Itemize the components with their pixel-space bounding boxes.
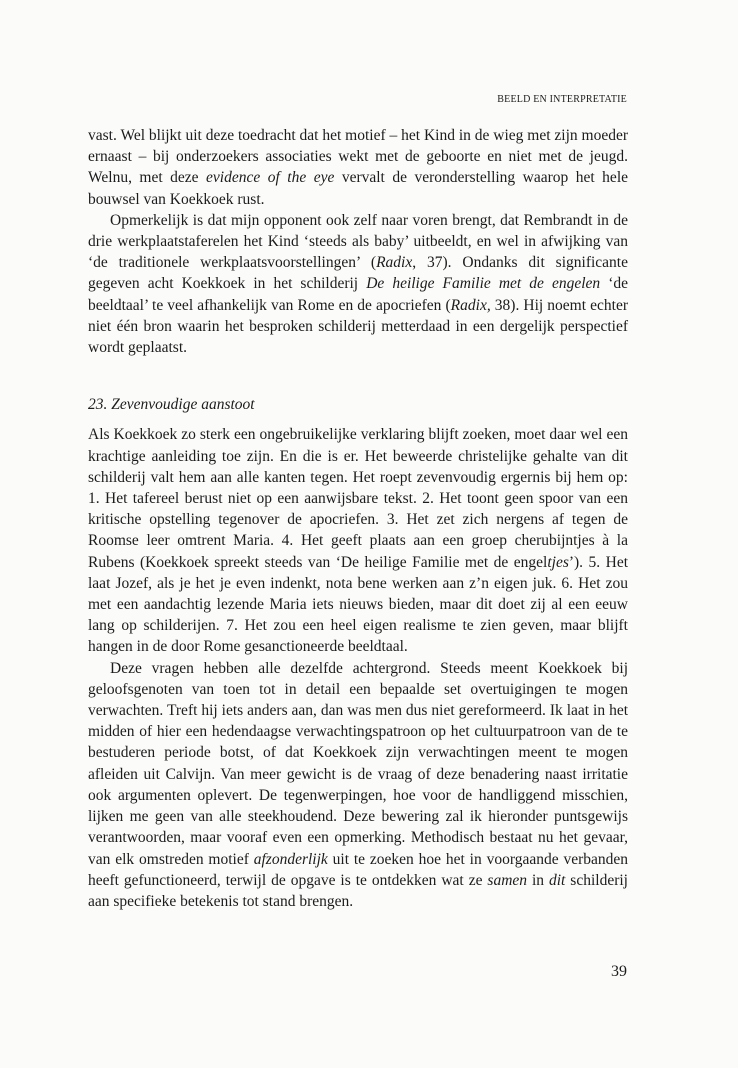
text-run: ‘de beeldtaal’ te veel afhankelijk van Rome en de apocriefen ( [88, 275, 629, 314]
text-run: 38). Hij noemt echter niet één bron waarin het besproken schilderij metterdaad in een dergelijk perspectief wordt geplaatst. [88, 296, 628, 357]
italic-text: tjes [547, 553, 569, 571]
italic-text: Radix, [450, 296, 491, 314]
text-run: uit te zoeken hoe het in voorgaande verbanden heeft gefunctioneerd, terwijl de opgave is te ontdekken wat ze [88, 850, 628, 889]
text-run: Opmerkelijk is dat mijn opponent ook zelf naar voren brengt, dat Rembrandt in de drie werkplaatstaferelen het Kind ‘steeds als baby’ uitbeeldt, en wel in afwijking van ‘de traditionele werkplaatsvoorstellingen’ ( [88, 211, 628, 272]
paragraph [88, 210, 628, 358]
paragraphs-bottom [88, 424, 628, 912]
text-run: Deze vragen hebben alle dezelfde achtergrond. Steeds meent Koekkoek bij geloofsgenoten van toen tot in detail een bepaalde set overtuigingen te mogen verwachten. Treft hij iets anders aan, dan was men dus niet gereformeerd. Ik laat in het midden of hier een hedendaagse verwachtingspatroon op het cultuurpatroon van de te bestuderen periode botst, of dat Koekkoek zijn verwachtingen meent te mogen afleiden uit Calvijn. Van meer gewicht is de vraag of deze benadering naast irritatie ook argumenten oplevert. De tegenwerpingen, hoe voor de handliggend misschien, lijken me geen van alle steekhoudend. Deze bewering zal ik hieronder puntsgewijs verantwoorden, maar vooraf even een opmerking. Methodisch bestaat nu het gevaar, van elk omstreden motief [88, 659, 628, 868]
italic-text: Radix [376, 254, 413, 272]
paragraph [88, 424, 628, 657]
text-run: vervalt de veronderstelling waarop het hele bouwsel van Koekkoek rust. [88, 169, 628, 208]
paragraph [88, 658, 628, 912]
text-run: Als Koekkoek zo sterk een ongebruikelijke verklaring blijft zoeken, moet daar wel een krachtige aanleiding toe zijn. En die is er. Het beweerde christelijke gehalte van dit schilderij valt hem aan alle kanten tegen. Het roept zevenvoudig ergernis bij hem op: 1. Het tafereel berust niet op een aanwijsbare tekst. 2. Het toont geen spoor van een kritische opstelling tegenover de apocriefen. 3. Het zet zich nergens af tegen de Roomse leer omtrent Maria. 4. Het geeft plaats aan een groep cherubijntjes à la Rubens (Koekkoek spreekt steeds van ‘De heilige Familie met de engel [88, 426, 628, 571]
text-run: vast. Wel blijkt uit deze toedracht dat het motief – het Kind in de wieg met zijn moeder ernaast – bij onderzoekers associaties wekt met de geboorte en niet met de jeugd. Welnu, met deze [88, 127, 628, 187]
text-run: , 37). Ondanks dit significante gegeven acht Koekkoek in het schilderij [88, 254, 628, 293]
italic-text: afzonderlijk [253, 850, 328, 868]
italic-text: samen [487, 871, 528, 889]
italic-text: dit [548, 871, 566, 889]
running-head: BEELD EN INTERPRETATIE [497, 94, 627, 105]
page-number: 39 [611, 963, 627, 980]
text-run: ’). 5. Het laat Jozef, als je het je even indenkt, nota bene werken aan z’n eigen juk. 6. Het zou met een aandachtig lezende Maria iets nieuws bieden, maar dit doet zij al een eeuw lang op schilderijen. 7. Het zou een heel eigen realisme te zien geven, maar blijft hangen in de door Rome gesanctioneerde beeldtaal. [88, 553, 629, 656]
paragraphs-top [88, 125, 628, 358]
text-run: schilderij aan specifieke betekenis tot stand brengen. [88, 871, 628, 910]
italic-text: evidence of the eye [206, 169, 335, 187]
paragraph [88, 125, 628, 210]
text-run: in [527, 871, 549, 889]
italic-text: De heilige Familie met de engelen [366, 275, 601, 293]
section-heading: 23. Zevenvoudige aanstoot [88, 396, 255, 414]
body-text [88, 125, 628, 912]
